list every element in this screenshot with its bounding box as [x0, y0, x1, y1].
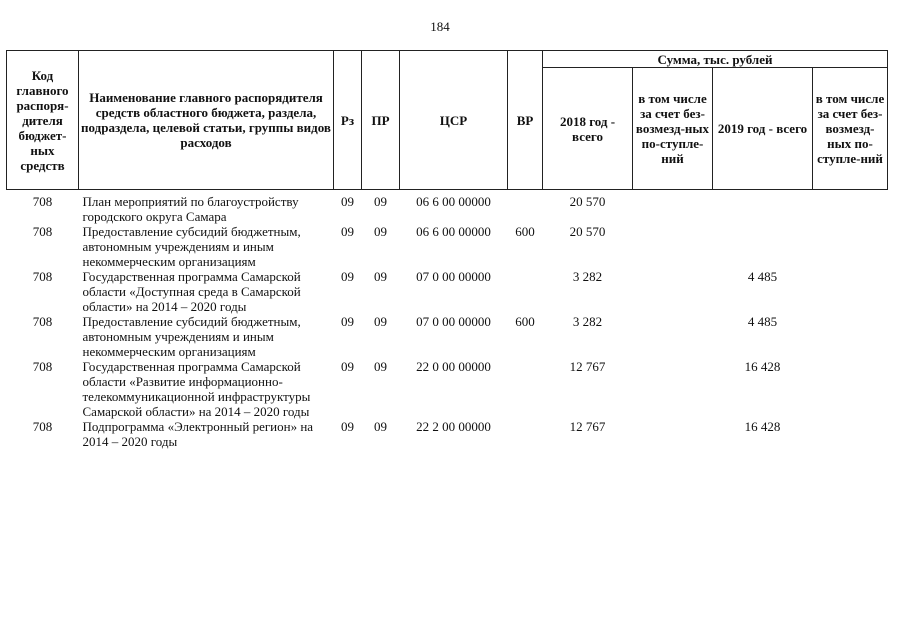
cell-2018-free	[633, 419, 713, 449]
cell-2019-free	[813, 190, 888, 225]
header-rz: Рз	[334, 51, 362, 190]
cell-2018-total: 3 282	[572, 314, 603, 329]
cell-pr: 09	[374, 419, 387, 434]
cell-2019-free	[813, 224, 888, 269]
cell-2018-total: 20 570	[569, 194, 606, 209]
cell-code: 708	[32, 359, 53, 374]
cell-rz: 09	[341, 314, 354, 329]
cell-code: 708	[32, 224, 53, 239]
cell-vr	[508, 359, 543, 419]
cell-rz: 09	[341, 269, 354, 284]
cell-vr	[508, 419, 543, 449]
cell-2019-free	[813, 419, 888, 449]
cell-code: 708	[32, 314, 53, 329]
cell-pr: 09	[374, 194, 387, 209]
cell-csr: 06 6 00 00000	[416, 224, 491, 239]
cell-vr: 600	[515, 224, 535, 239]
cell-rz: 09	[341, 419, 354, 434]
cell-2019-free	[813, 359, 888, 419]
cell-code: 708	[32, 269, 53, 284]
cell-pr: 09	[374, 224, 387, 239]
cell-rz: 09	[341, 224, 354, 239]
cell-2018-total: 20 570	[569, 224, 606, 239]
budget-table	[6, 50, 888, 449]
cell-2018-free	[633, 224, 713, 269]
cell-2018-free	[633, 359, 713, 419]
cell-csr: 06 6 00 00000	[416, 194, 491, 209]
cell-name: Государственная программа Самарской области «Развитие информационно-телекоммуникационной инфраструктуры Самарской области» на 2014 – 2020 годы	[82, 359, 311, 419]
cell-2019-free	[813, 269, 888, 314]
cell-2019-total: 4 485	[747, 314, 778, 329]
cell-name: Предоставление субсидий бюджетным, автономным учреждениям и иным некоммерческим организациям	[82, 314, 301, 359]
header-2018-total: 2018 год - всего	[543, 68, 633, 190]
cell-pr: 09	[374, 269, 387, 284]
cell-2018-total: 3 282	[572, 269, 603, 284]
table-row	[7, 224, 888, 269]
cell-name: Государственная программа Самарской области «Доступная среда в Самарской области» на 2014 – 2020 годы	[82, 269, 301, 314]
cell-vr	[508, 269, 543, 314]
cell-vr: 600	[515, 314, 535, 329]
cell-name: План мероприятий по благоустройству городского округа Самара	[82, 194, 299, 224]
cell-pr: 09	[374, 314, 387, 329]
cell-2018-total: 12 767	[569, 419, 606, 434]
table-row	[7, 359, 888, 419]
table-row	[7, 314, 888, 359]
table-header	[7, 51, 888, 190]
cell-name: Предоставление субсидий бюджетным, автономным учреждениям и иным некоммерческим организациям	[82, 224, 301, 269]
cell-csr: 07 0 00 00000	[416, 269, 491, 284]
header-csr: ЦСР	[400, 51, 508, 190]
cell-2019-total: 4 485	[747, 269, 778, 284]
cell-code: 708	[32, 194, 53, 209]
header-2018-free: в том числе за счет без-возмезд-ных по-ступле-ний	[633, 68, 713, 190]
cell-csr: 22 0 00 00000	[416, 359, 491, 374]
cell-rz: 09	[341, 194, 354, 209]
cell-vr	[508, 190, 543, 225]
cell-2019-total	[713, 190, 813, 225]
cell-2018-free	[633, 269, 713, 314]
table-row	[7, 190, 888, 225]
table-row	[7, 269, 888, 314]
header-pr: ПР	[362, 51, 400, 190]
header-name: Наименование главного распорядителя средств областного бюджета, раздела, подраздела, целевой статьи, группы видов расходов	[79, 51, 334, 190]
cell-csr: 07 0 00 00000	[416, 314, 491, 329]
header-vr: ВР	[508, 51, 543, 190]
cell-code: 708	[32, 419, 53, 434]
cell-2019-total: 16 428	[744, 419, 781, 434]
page-number: 184	[430, 19, 450, 34]
cell-pr: 09	[374, 359, 387, 374]
cell-rz: 09	[341, 359, 354, 374]
header-2019-free: в том числе за счет без-возмезд-ных по-ступле-ний	[813, 68, 888, 190]
table-body	[7, 190, 888, 450]
cell-2019-total	[713, 224, 813, 269]
header-sum: Сумма, тыс. рублей	[543, 51, 888, 68]
cell-2018-free	[633, 190, 713, 225]
cell-2018-total: 12 767	[569, 359, 606, 374]
table-row	[7, 419, 888, 449]
header-code: Код главного распоря-дителя бюджет-ных средств	[7, 51, 79, 190]
header-2019-total: 2019 год - всего	[713, 68, 813, 190]
cell-csr: 22 2 00 00000	[416, 419, 491, 434]
cell-2019-free	[813, 314, 888, 359]
cell-2018-free	[633, 314, 713, 359]
cell-name: Подпрограмма «Электронный регион» на 2014 – 2020 годы	[82, 419, 314, 449]
cell-2019-total: 16 428	[744, 359, 781, 374]
